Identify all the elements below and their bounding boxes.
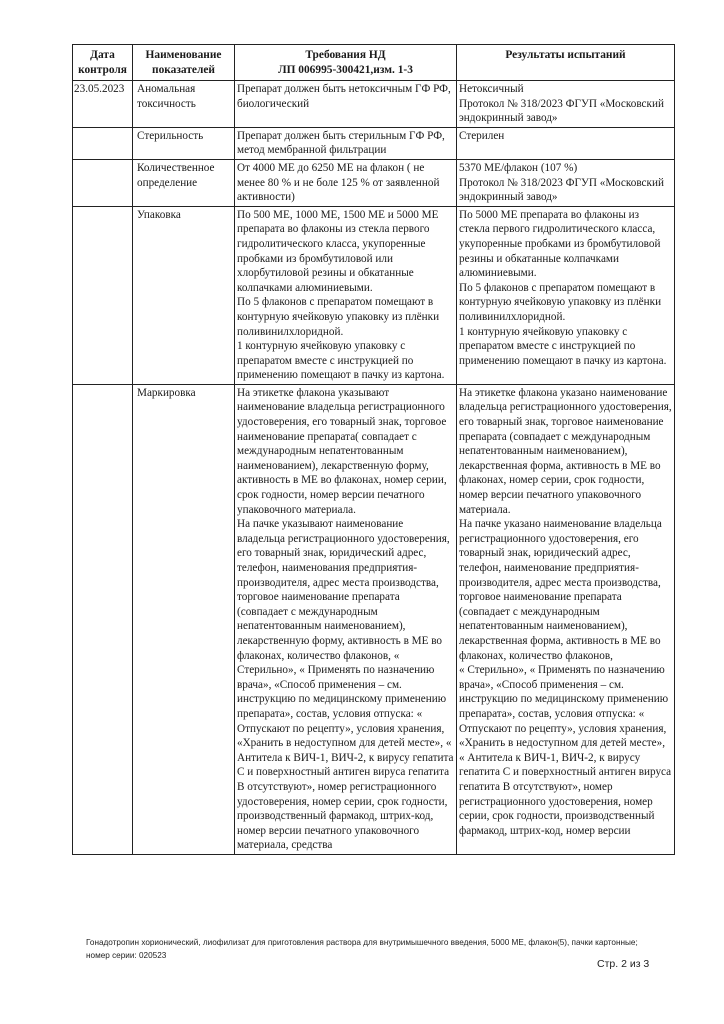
result-paragraph: Нетоксичный — [459, 83, 524, 95]
header-name: Наименование показателей — [133, 45, 235, 81]
document-footer — [86, 936, 676, 962]
document-page — [72, 44, 674, 855]
header-results: Результаты испытаний — [457, 45, 675, 81]
cell-indicator-name: Упаковка — [133, 206, 235, 384]
table-body — [73, 81, 675, 855]
result-paragraph: « Стерильно», « Применять по назначению врача», «Способ применения – см. инструкцию по медицинскому применению препарата», состав, условия отпуска: « Отпускают по рецепту», условия хранения, «Хранить в недоступном для детей месте», « Антитела к ВИЧ-1, ВИЧ-2, к вирусу гепатита С и поверхностный антиген вируса гепатита В отсутствуют», номер регистрационного удостоверения, номер серии, срок годности, производственный фармакод, штрих-код, номер версии — [459, 664, 672, 837]
requirement-paragraph: Препарат должен быть нетоксичным ГФ РФ, биологический — [237, 83, 451, 110]
cell-indicator-name: Маркировка — [133, 384, 235, 854]
header-req-line1: Требования НД — [305, 49, 386, 61]
result-paragraph: 5370 МЕ/флакон (107 %) — [459, 161, 578, 174]
header-requirements — [235, 45, 457, 81]
cell-requirement — [235, 81, 457, 128]
result-paragraph: Протокол № 318/2023 ФГУП «Московский эндокринный завод» — [459, 97, 664, 125]
cell-date — [73, 127, 133, 159]
test-results-table — [72, 44, 675, 855]
table-row — [73, 127, 675, 159]
table-row — [73, 206, 675, 384]
table-row — [73, 159, 675, 206]
cell-requirement — [235, 384, 457, 854]
table-row — [73, 81, 675, 128]
cell-date: 23.05.2023 — [73, 81, 133, 128]
cell-requirement — [235, 206, 457, 384]
page-number: Стр. 2 из 3 — [597, 958, 650, 970]
cell-result — [457, 206, 675, 384]
result-paragraph: 1 контурную ячейковую упаковку с препаратом вместе с инструкцией по применению помещают в пачку из картона. — [459, 325, 667, 367]
result-paragraph: На пачке указано наименование владельца регистрационного удостоверения, его товарный знак, юридический адрес, телефон, наименование предприятия- производителя, адрес места производства, торговое наименование препарата (совпадает с международным непатентованным наименованием), лекарственная форма, активность в МЕ во флаконах, количество флаконов, — [459, 518, 662, 662]
header-date: Дата контроля — [73, 45, 133, 81]
cell-date — [73, 206, 133, 384]
result-paragraph: На этикетке флакона указано наименование владельца регистрационного удостоверения, его товарный знак, торговое наименование препарата (совпадает с международным непатентованным наименованием), лекарственная форма, активность в МЕ во флаконах, номер серии, срок годности, номер версии печатного упаковочного материала. — [459, 386, 672, 516]
table-header-row — [73, 45, 675, 81]
footer-batch-line: номер серии: 020523 — [86, 951, 167, 960]
result-paragraph: По 5000 МЕ препарата во флаконы из стекла первого гидролитического класса, укупоренные пробками из бромбутиловой резины и обкатанные колпачками алюминиевыми. — [459, 208, 661, 280]
result-paragraph: Протокол № 318/2023 ФГУП «Московский эндокринный завод» — [459, 176, 664, 204]
result-paragraph: По 5 флаконов с препаратом помещают в контурную ячейковую упаковку из плёнки поливинилхлоридной. — [459, 281, 662, 323]
cell-requirement — [235, 159, 457, 206]
requirement-paragraph: На этикетке флакона указывают наименование владельца регистрационного удостоверения, его товарный знак, торговое наименование препарата( совпадает с международным непатентованным наименованием), лекарственную форму, активность в МЕ во флаконах, номер серии, срок годности, номер версии печатного упаковочного материала. — [237, 386, 447, 516]
requirement-paragraph: (совпадает с международным непатентованным наименованием), лекарственную форму, активность в МЕ во флаконах, количество флаконов, « Стерильно», « Применять по назначению врача», «Способ применения – см. инструкцию по медицинскому применению препарата», состав, условия отпуска: « Отпускают по рецепту», условия хранения, «Хранить в недоступном для детей месте», « Антитела к ВИЧ-1, ВИЧ-2, к вирусу гепатита С и поверхностный антиген вируса гепатита В отсутствуют», номер регистрационного удостоверения, номер серии, срок годности, производственный фармакод, штрих-код, номер версии печатного упаковочного материала, средства — [237, 605, 454, 852]
result-paragraph: Стерилен — [459, 129, 505, 142]
cell-result — [457, 127, 675, 159]
cell-indicator-name: Стерильность — [133, 127, 235, 159]
cell-date — [73, 384, 133, 854]
cell-requirement — [235, 127, 457, 159]
requirement-paragraph: По 5 флаконов с препаратом помещают в контурную ячейковую упаковку из плёнки поливинилхлоридной. — [237, 296, 440, 338]
requirement-paragraph: На пачке указывают наименование владельца регистрационного удостоверения, его товарный знак, юридический адрес, телефон, наименования предприятия- производителя, адрес места производства, торговое наименование препарата — [237, 518, 450, 604]
requirement-paragraph: Препарат должен быть стерильным ГФ РФ, метод мембранной фильтрации — [237, 129, 445, 157]
cell-result — [457, 384, 675, 854]
cell-date — [73, 159, 133, 206]
footer-product-line: Гонадотропин хорионический, лиофилизат для приготовления раствора для внутримышечного введения, 5000 МЕ, флакон(5), пачки картонные; — [86, 938, 638, 947]
cell-indicator-name: Аномальная токсичность — [133, 81, 235, 128]
header-req-line2: ЛП 006995-300421,изм. 1-3 — [278, 64, 413, 76]
requirement-paragraph: По 500 МЕ, 1000 МЕ, 1500 МЕ и 5000 МЕ препарата во флаконы из стекла первого гидролитического класса, укупоренные пробками из бромбутиловой или хлорбутиловой резины и обкатанные колпачками алюминиевыми. — [237, 208, 439, 294]
table-row — [73, 384, 675, 854]
requirement-paragraph: От 4000 МЕ до 6250 МЕ на флакон ( не менее 80 % и не боле 125 % от заявленной активности) — [237, 161, 440, 204]
cell-result — [457, 81, 675, 128]
cell-indicator-name: Количественное определение — [133, 159, 235, 206]
requirement-paragraph: 1 контурную ячейковую упаковку с препаратом вместе с инструкцией по применению помещают в пачку из картона. — [237, 340, 445, 382]
cell-result — [457, 159, 675, 206]
